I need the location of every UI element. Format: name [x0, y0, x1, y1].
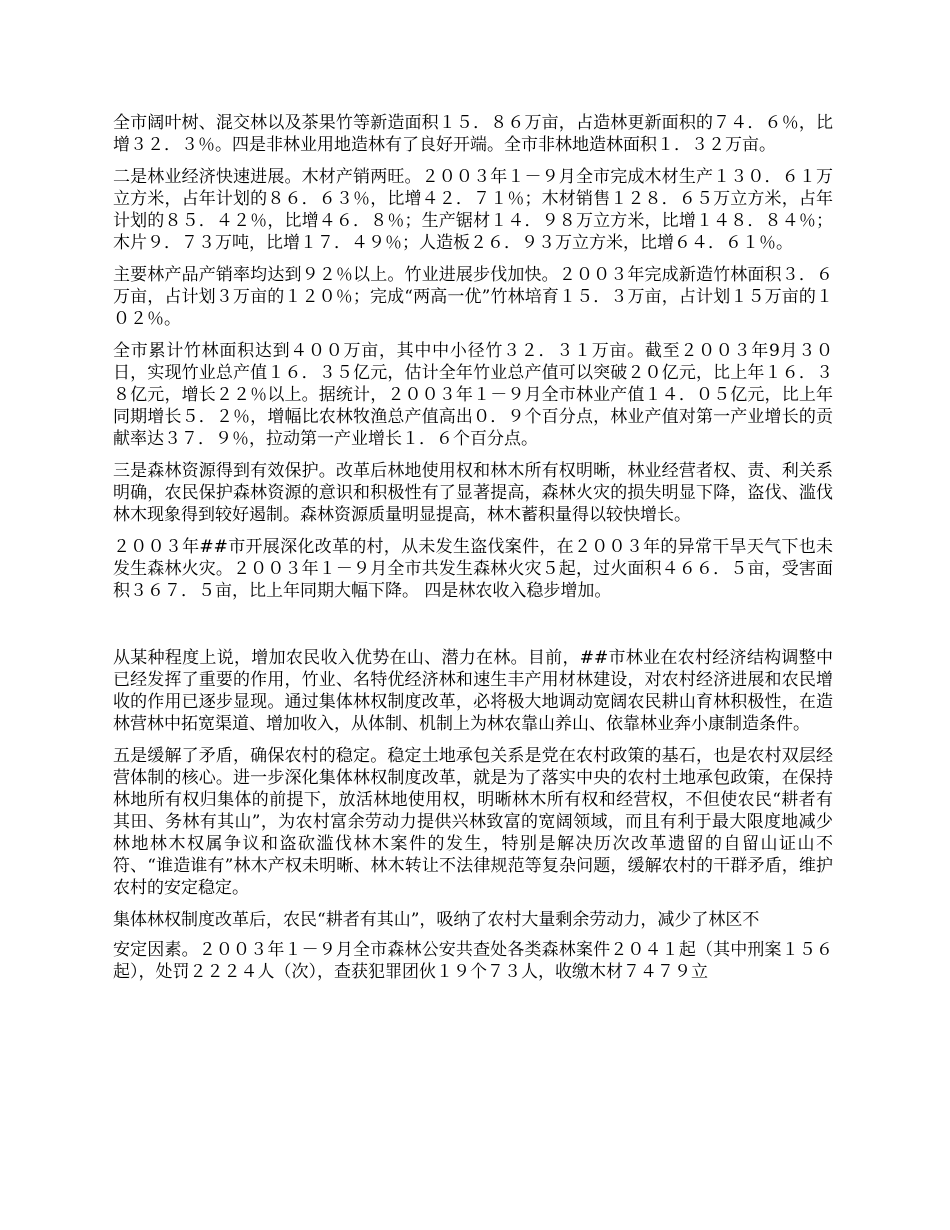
paragraph-forestry-economy: 二是林业经济快速进展。木材产销两旺。２００３年１－９月全市完成木材生产１３０．６１万立方米，占年计划的８６．６３％，比增４２．７１％；木材销售１２８．６５万立方米，占年计划的８５．４２％，比增４６．８％；生产锯材１４．９８万立方米，比增１４８．８４％；木片９．７３万吨，比增１７．４９％；人造板２６．９３万立方米，比增６４．６１％。 [113, 167, 833, 253]
paragraph-rural-stability: 五是缓解了矛盾，确保农村的稳定。稳定土地承包关系是党在农村政策的基石，也是农村双层经营体制的核心。进一步深化集体林权制度改革，就是为了落实中央的农村土地承包政策，在保持林地所有权归集体的前提下，放活林地使用权，明晰林木所有权和经营权，不但使农民“耕者有其田、务林有其山”，为农村富余劳动力提供兴林致富的宽阔领域，而且有利于最大限度地减少林地林木权属争议和盗砍滥伐林木案件的发生，特别是解决历次改革遗留的自留山证山不符、“谁造谁有”林木产权未明晰、林木转让不法律规范等复杂问题，缓解农村的干群矛盾，维护农村的安定稳定。 [113, 746, 833, 898]
paragraph-fire-statistics: ２００３年##市开展深化改革的村，从未发生盗伐案件，在２００３年的异常干旱天气下也未发生森林火灾。２００３年１－９月全市共发生森林火灾５起，过火面积４６６．５亩，受害面积３６７．５亩，比上年同期大幅下降。 四是林农收入稳步增加。 [113, 537, 833, 601]
paragraph-afforestation: 全市阔叶树、混交林以及茶果竹等新造面积１５．８６万亩，占造林更新面积的７４．６％，比增３２．３％。四是非林业用地造林有了良好开端。全市非林地造林面积１．３２万亩。 [113, 113, 833, 155]
paragraph-resource-protection: 三是森林资源得到有效保护。改革后林地使用权和林木所有权明晰，林业经营者权、责、利关系明确，农民保护森林资源的意识和积极性有了显著提高，森林火灾的损失明显下降，盗伐、滥伐林木现象得到较好遏制。森林资源质量明显提高，林木蓄积量得以较快增长。 [113, 461, 833, 525]
document-body [113, 112, 833, 983]
paragraph-bamboo-output: 全市累计竹林面积达到４００万亩，其中中小径竹３２．３１万亩。截至２００３年9月３０日，实现竹业总产值１６．３５亿元，估计全年竹业总产值可以突破２０亿元，比上年１６．３８亿元，增长２２％以上。据统计，２００３年１－９月全市林业产值１４．０５亿元，比上年同期增长５．２％，增幅比农林牧渔总产值高出０．９个百分点，林业产值对第一产业增长的贡献率达３７．９％，拉动第一产业增长１．６个百分点。 [113, 341, 833, 449]
paragraph-farmer-income: 从某种程度上说，增加农民收入优势在山、潜力在林。目前，##市林业在农村经济结构调整中已经发挥了重要的作用，竹业、名特优经济林和速生丰产用材林建设，对农村经济进展和农民增收的作用已逐步显现。通过集体林权制度改革，必将极大地调动宽阔农民耕山育林积极性，在造林营林中拓宽渠道、增加收入，从体制、机制上为林农靠山养山、依靠林业奔小康制造条件。 [113, 648, 833, 734]
paragraph-labor-absorption: 集体林权制度改革后，农民“耕者有其山”，吸纳了农村大量剩余劳动力，减少了林区不 [113, 910, 760, 930]
paragraph-forest-products: 主要林产品产销率均达到９２％以上。竹业进展步伐加快。２００３年完成新造竹林面积３．６万亩，占计划３万亩的１２０％；完成“两高一优”竹林培育１５．３万亩，占计划１５万亩的１０２％。 [113, 265, 833, 329]
paragraph-forest-police: 安定因素。２００３年１－９月全市森林公安共查处各类森林案件２０４１起（其中刑案１５６起），处罚２２２４人（次），查获犯罪团伙１９个７３人，收缴木材７４７９立 [113, 940, 833, 982]
